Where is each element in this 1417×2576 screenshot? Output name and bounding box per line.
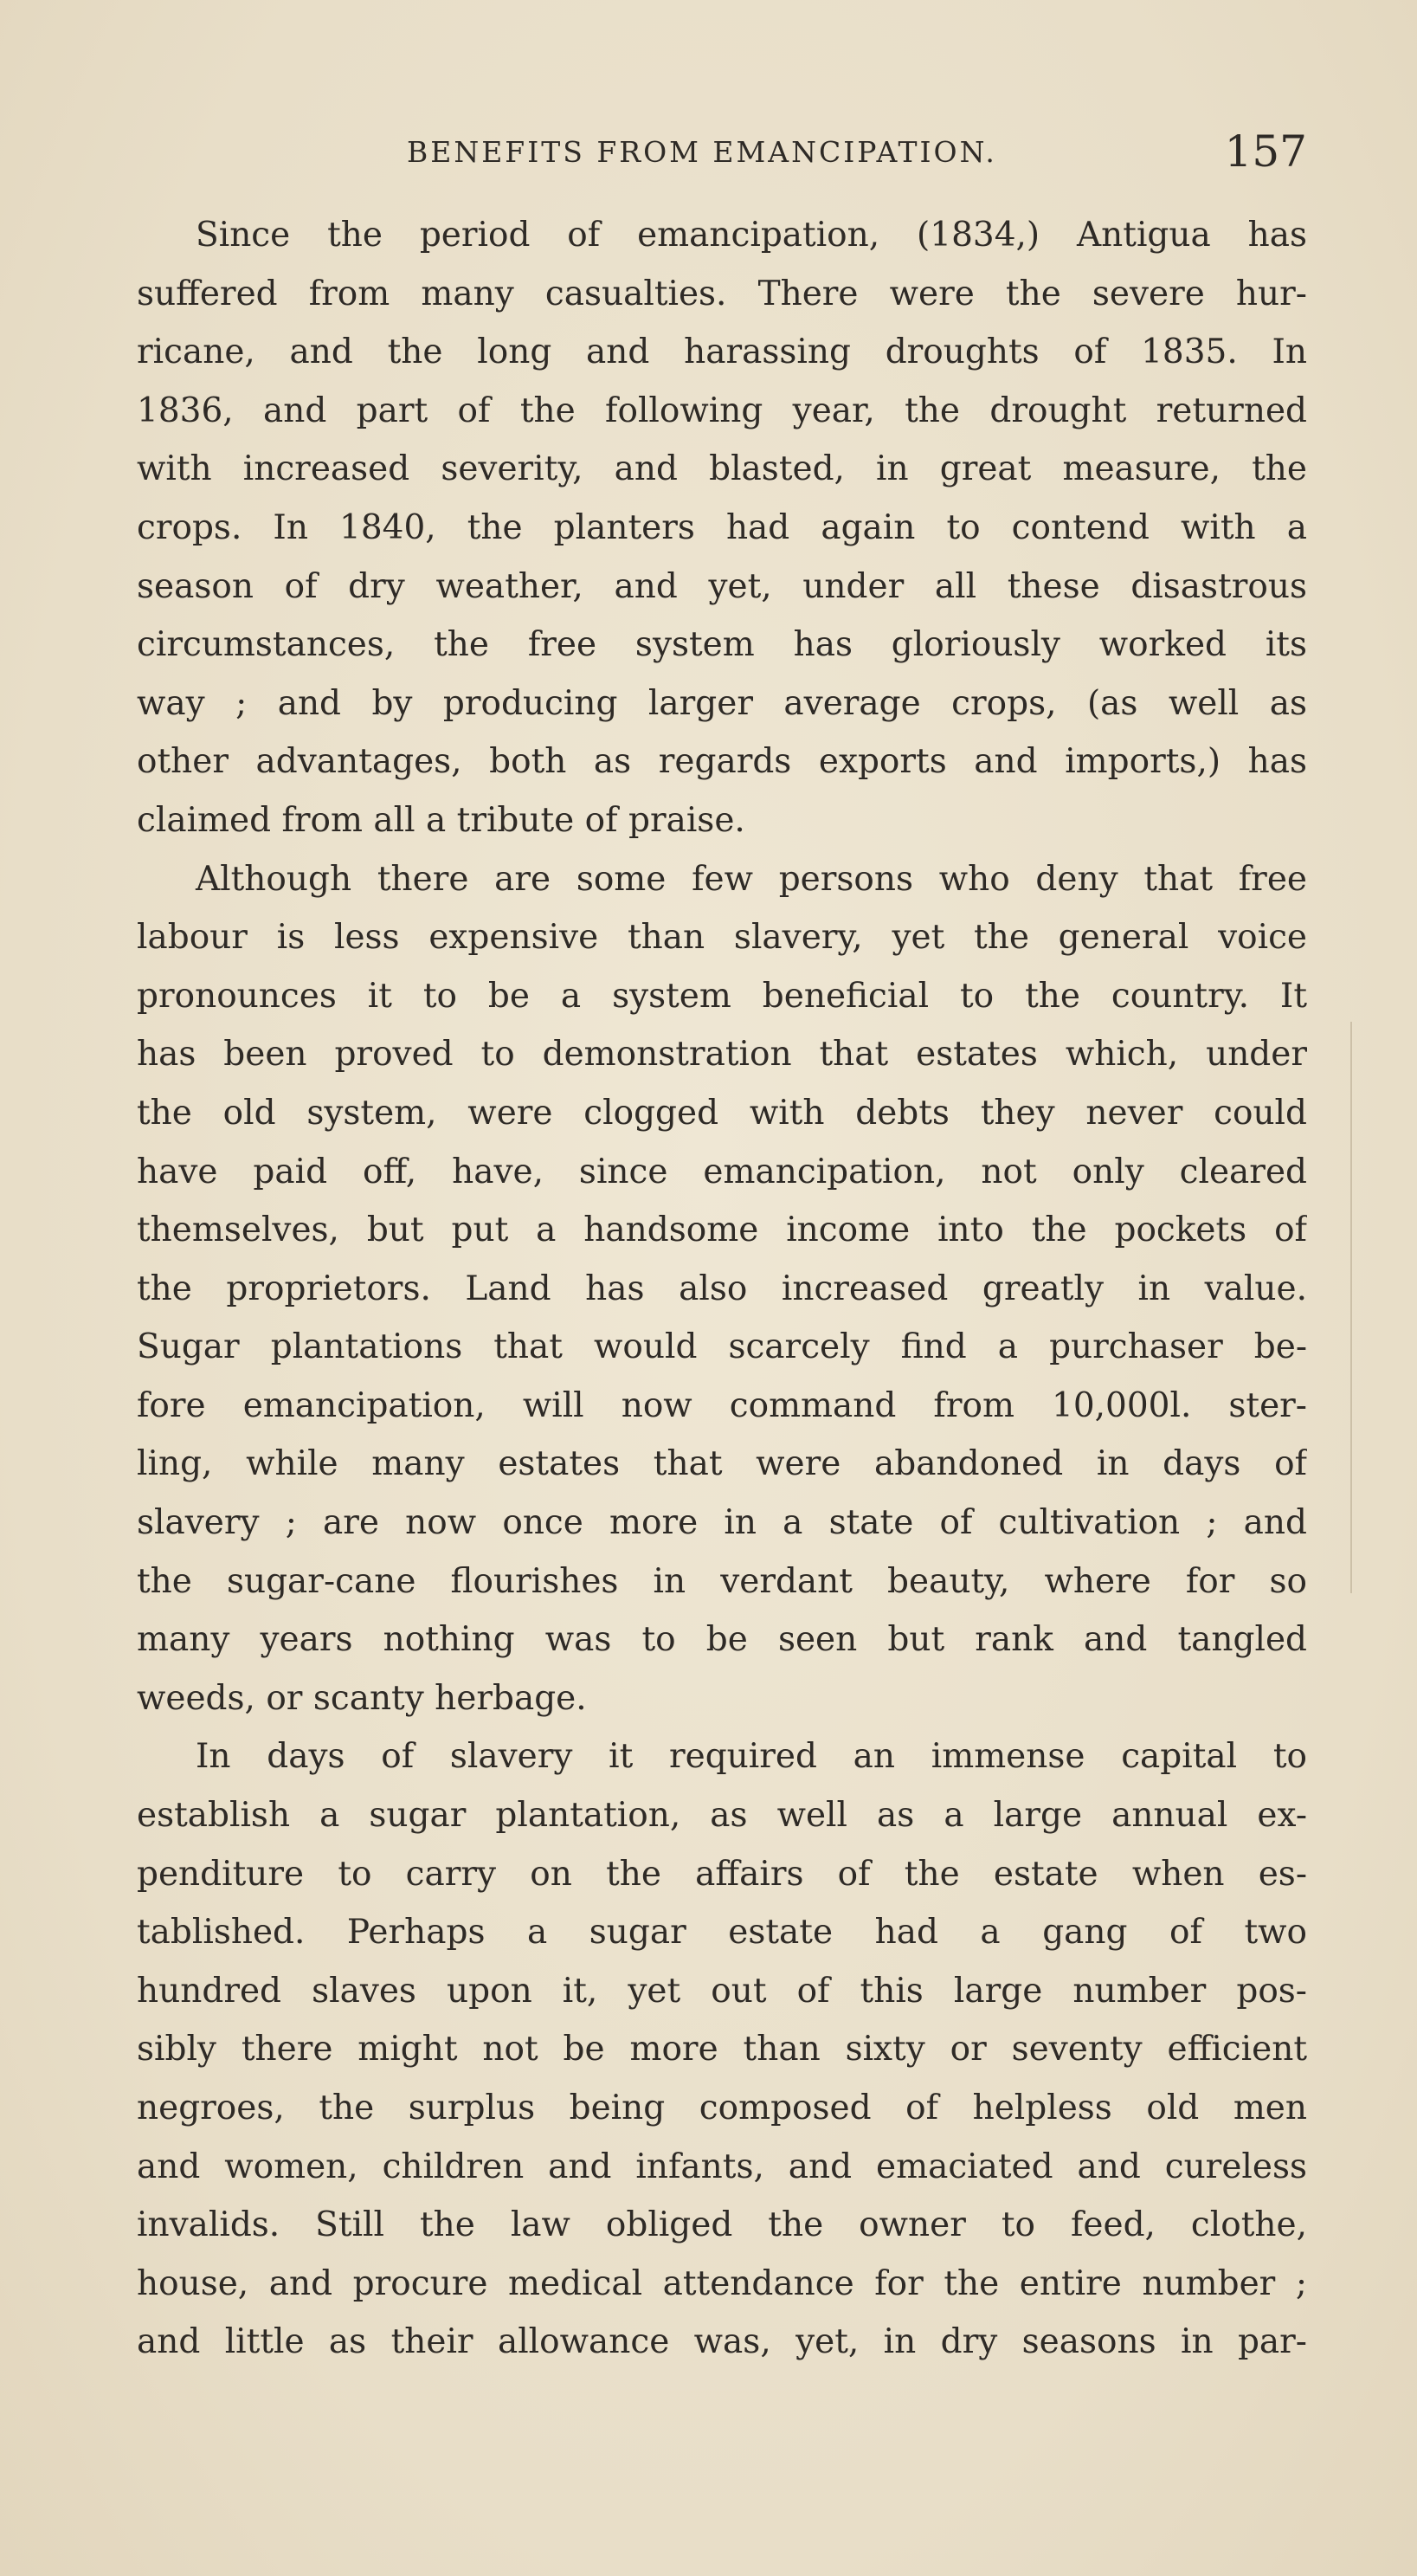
text-line: Although there are some few persons who deny that free (196, 859, 1307, 899)
text-line: weeds, or scanty herbage. (137, 1678, 587, 1718)
text-line: penditure to carry on the affairs of the estate when es- (137, 1854, 1307, 1894)
text-line: pronounces it to be a system beneficial to the country. It (137, 976, 1307, 1016)
text-line: the old system, were clogged with debts they never could (137, 1093, 1307, 1133)
text-line: tablished. Perhaps a sugar estate had a gang of two (137, 1913, 1307, 1953)
text-line: and little as their allowance was, yet, in dry seasons in par- (137, 2322, 1307, 2362)
text-line: house, and procure medical attendance for the entire number ; (137, 2263, 1307, 2303)
text-line: ricane, and the long and harassing droughts of 1835. In (137, 332, 1307, 372)
page-header (407, 126, 1307, 178)
text-line: the sugar-cane flourishes in verdant beauty, where for so (137, 1561, 1307, 1601)
text-line: Since the period of emancipation, (1834,) Antigua has (196, 216, 1307, 255)
text-line: has been proved to demonstration that estates which, under (137, 1035, 1307, 1075)
text-line: hundred slaves upon it, yet out of this large number pos- (137, 1971, 1307, 2011)
text-line: themselves, but put a handsome income into the pockets of (137, 1211, 1307, 1250)
text-line: negroes, the surplus being composed of helpless old men (137, 2089, 1307, 2127)
text-line: suffered from many casualties. There were the severe hur- (137, 274, 1307, 313)
page-edge-mark (1350, 1022, 1352, 1593)
text-line: Sugar plantations that would scarcely find a purchaser be- (137, 1327, 1307, 1367)
text-line: establish a sugar plantation, as well as a large annual ex- (137, 1796, 1307, 1836)
text-line: season of dry weather, and yet, under all these disastrous (137, 566, 1307, 606)
text-line: In days of slavery it required an immense capital to (196, 1737, 1307, 1777)
text-line: ling, while many estates that were abandoned in days of (137, 1444, 1307, 1484)
body-text (137, 206, 1307, 2372)
text-line: the proprietors. Land has also increased greatly in value. (137, 1269, 1307, 1308)
page-number: 157 (1224, 126, 1307, 177)
text-line: invalids. Still the law obliged the owner to feed, clothe, (137, 2205, 1307, 2245)
running-title: BENEFITS FROM EMANCIPATION. (407, 135, 997, 169)
text-line: many years nothing was to be seen but rank and tangled (137, 1620, 1307, 1660)
text-line: other advantages, both as regards exports and imports,) has (137, 742, 1307, 782)
text-line: and women, children and infants, and emaciated and cureless (137, 2147, 1307, 2186)
text-line: have paid off, have, since emancipation, not only cleared (137, 1152, 1307, 1191)
text-line: claimed from all a tribute of praise. (137, 800, 745, 840)
text-line: sibly there might not be more than sixty or seventy efficient (137, 2030, 1307, 2069)
text-line: 1836, and part of the following year, the drought returned (137, 391, 1307, 430)
text-line: way ; and by producing larger average crops, (as well as (137, 683, 1307, 723)
text-line: circumstances, the free system has gloriously worked its (137, 625, 1307, 665)
text-line: fore emancipation, will now command from 10,000l. ster- (137, 1385, 1307, 1425)
text-line: with increased severity, and blasted, in great measure, the (137, 449, 1307, 489)
text-line: labour is less expensive than slavery, yet the general voice (137, 918, 1307, 958)
text-line: slavery ; are now once more in a state of cultivation ; and (137, 1503, 1307, 1543)
text-line: crops. In 1840, the planters had again to contend with a (137, 507, 1307, 547)
